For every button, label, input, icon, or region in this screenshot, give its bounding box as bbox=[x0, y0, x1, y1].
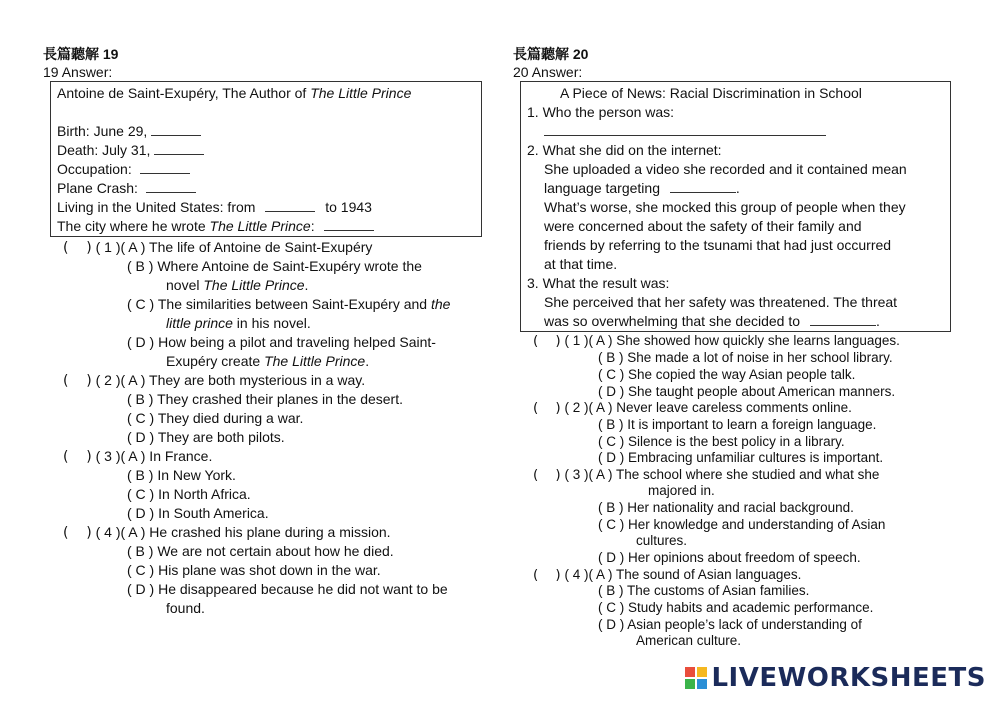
logo-grid-icon bbox=[685, 667, 707, 689]
left-q4-option-a: ( ) ( 4 )( A ) He crashed his plane during a mission. bbox=[63, 524, 391, 541]
right-q4-option-b: ( B ) The customs of Asian families. bbox=[598, 583, 810, 598]
occupation-line: Occupation: bbox=[57, 160, 190, 178]
death-blank[interactable] bbox=[154, 142, 204, 155]
right-box-line-5: friends by referring to the tsunami that had just occurred bbox=[544, 237, 892, 253]
answer-slot[interactable]: ( ) bbox=[533, 467, 561, 483]
answer-slot[interactable]: ( ) bbox=[63, 525, 92, 541]
left-q1-option-c-cont: little prince in his novel. bbox=[166, 315, 311, 331]
birth-blank[interactable] bbox=[151, 123, 201, 136]
right-box-line-3: What’s worse, she mocked this group of people when they bbox=[544, 199, 906, 215]
right-q2-option-c: ( C ) Silence is the best policy in a library. bbox=[598, 434, 845, 449]
left-q3-option-a: ( ) ( 3 )( A ) In France. bbox=[63, 448, 213, 465]
right-box-line-4: were concerned about the safety of their family and bbox=[544, 218, 862, 234]
left-q3-option-b: ( B ) In New York. bbox=[127, 467, 236, 483]
left-q1-option-d-cont: Exupéry create The Little Prince. bbox=[166, 353, 370, 369]
left-q4-option-c: ( C ) His plane was shot down in the war. bbox=[127, 562, 381, 578]
right-q3-option-c: ( C ) Her knowledge and understanding of Asian bbox=[598, 517, 886, 532]
left-q3-option-c: ( C ) In North Africa. bbox=[127, 486, 251, 502]
left-q4-option-b: ( B ) We are not certain about how he died. bbox=[127, 543, 394, 559]
liveworksheets-logo bbox=[685, 663, 986, 693]
living-line: Living in the United States: from to 1943 bbox=[57, 199, 372, 215]
right-q3-option-c-cont: cultures. bbox=[636, 533, 688, 548]
left-q1-option-d: ( D ) How being a pilot and traveling helped Saint- bbox=[127, 334, 436, 350]
left-q4-option-d-cont: found. bbox=[166, 600, 205, 616]
right-q2-option-a: ( ) ( 2 )( A ) Never leave careless comments online. bbox=[533, 400, 852, 416]
city-blank[interactable] bbox=[324, 218, 374, 231]
left-q1-option-b: ( B ) Where Antoine de Saint-Exupéry wrote the bbox=[127, 258, 422, 274]
plane-crash-blank[interactable] bbox=[146, 180, 196, 193]
right-q3-option-b: ( B ) Her nationality and racial background. bbox=[598, 500, 854, 515]
logo-text: LIVEWORKSHEETS bbox=[711, 663, 986, 693]
right-box-q2: 2. What she did on the internet: bbox=[527, 142, 722, 158]
right-title: 長篇聽解 20 bbox=[513, 46, 589, 62]
answer-slot[interactable]: ( ) bbox=[63, 449, 92, 465]
right-q3-option-d: ( D ) Her opinions about freedom of speech. bbox=[598, 550, 861, 565]
right-q4-option-a: ( ) ( 4 )( A ) The sound of Asian languages. bbox=[533, 567, 802, 583]
right-q4-option-d: ( D ) Asian people’s lack of understanding of bbox=[598, 617, 862, 632]
right-q2-option-b: ( B ) It is important to learn a foreign language. bbox=[598, 417, 877, 432]
right-box-line-1: She uploaded a video she recorded and it contained mean bbox=[544, 161, 907, 177]
left-q2-option-d: ( D ) They are both pilots. bbox=[127, 429, 285, 445]
left-title: 長篇聽解 19 bbox=[43, 46, 119, 62]
answer-slot[interactable]: ( ) bbox=[533, 400, 561, 416]
right-box-line-8: was so overwhelming that she decided to . bbox=[544, 313, 880, 329]
who-blank-line bbox=[544, 122, 826, 140]
right-box-q3: 3. What the result was: bbox=[527, 275, 670, 291]
decided-blank[interactable] bbox=[810, 313, 876, 326]
right-q1-option-a: ( ) ( 1 )( A ) She showed how quickly she learns languages. bbox=[533, 333, 900, 349]
answer-slot[interactable]: ( ) bbox=[63, 373, 92, 389]
living-blank[interactable] bbox=[265, 199, 315, 212]
right-q1-option-c: ( C ) She copied the way Asian people talk. bbox=[598, 367, 856, 382]
right-box-heading: A Piece of News: Racial Discrimination in School bbox=[560, 85, 862, 101]
left-q4-option-d: ( D ) He disappeared because he did not want to be bbox=[127, 581, 448, 597]
right-q3-option-a-cont: majored in. bbox=[648, 483, 715, 498]
answer-slot[interactable]: ( ) bbox=[63, 240, 92, 256]
left-q3-option-d: ( D ) In South America. bbox=[127, 505, 269, 521]
right-answer-label: 20 Answer: bbox=[513, 64, 583, 80]
left-q2-option-a: ( ) ( 2 )( A ) They are both mysterious in a way. bbox=[63, 372, 366, 389]
right-box-line-6: at that time. bbox=[544, 256, 618, 272]
right-q1-option-d: ( D ) She taught people about American manners. bbox=[598, 384, 896, 399]
left-q1-option-a: ( ) ( 1 )( A ) The life of Antoine de Saint-Exupéry bbox=[63, 239, 373, 256]
right-q1-option-b: ( B ) She made a lot of noise in her school library. bbox=[598, 350, 893, 365]
plane-crash-line: Plane Crash: bbox=[57, 179, 196, 197]
occupation-blank[interactable] bbox=[140, 161, 190, 174]
left-q1-option-c: ( C ) The similarities between Saint-Exupéry and the bbox=[127, 296, 451, 312]
birth-line: Birth: June 29, bbox=[57, 122, 201, 140]
right-q3-option-a: ( ) ( 3 )( A ) The school where she studied and what she bbox=[533, 467, 880, 483]
left-answer-label: 19 Answer: bbox=[43, 64, 113, 80]
right-box-line-2: language targeting . bbox=[544, 180, 740, 196]
city-line: The city where he wrote The Little Prince: bbox=[57, 217, 374, 235]
left-q2-option-b: ( B ) They crashed their planes in the desert. bbox=[127, 391, 403, 407]
left-box-heading: Antoine de Saint-Exupéry, The Author of The Little Prince bbox=[57, 85, 412, 101]
death-line: Death: July 31, bbox=[57, 141, 204, 159]
left-q1-option-b-cont: novel The Little Prince. bbox=[166, 277, 309, 293]
who-blank[interactable] bbox=[544, 123, 826, 136]
right-q4-option-c: ( C ) Study habits and academic performance. bbox=[598, 600, 874, 615]
right-box-q1: 1. Who the person was: bbox=[527, 104, 675, 120]
left-q2-option-c: ( C ) They died during a war. bbox=[127, 410, 304, 426]
right-q2-option-d: ( D ) Embracing unfamiliar cultures is important. bbox=[598, 450, 884, 465]
answer-slot[interactable]: ( ) bbox=[533, 333, 561, 349]
right-q4-option-d-cont: American culture. bbox=[636, 633, 742, 648]
right-box-line-7: She perceived that her safety was threatened. The threat bbox=[544, 294, 898, 310]
targeting-blank[interactable] bbox=[670, 180, 736, 193]
answer-slot[interactable]: ( ) bbox=[533, 567, 561, 583]
